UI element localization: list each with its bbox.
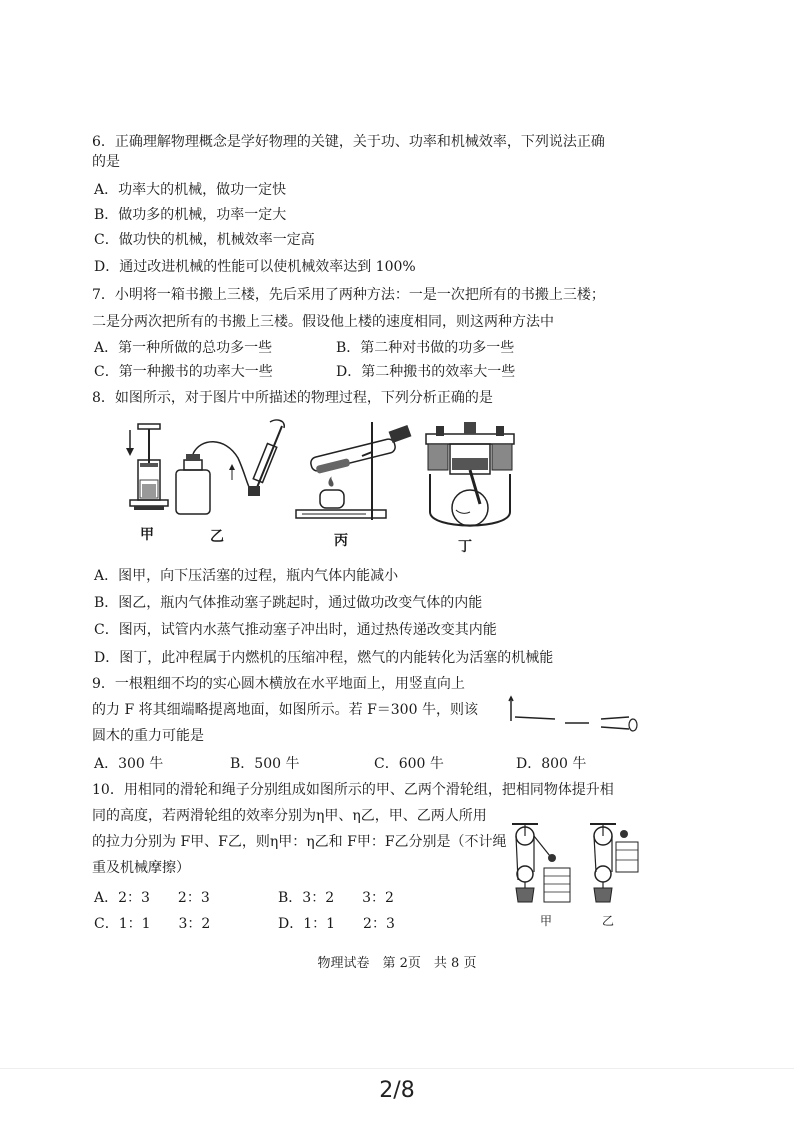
figure-bing-test-tube-stand [290,418,420,528]
q8-option-c: C．图丙，试管内水蒸气推动塞子冲出时，通过热传递改变其内能 [94,622,497,638]
q10-stem-line4: 重及机械摩擦） [92,860,190,876]
q9-option-a: A．300 牛 [94,756,164,772]
figure-pulley-systems [508,820,648,920]
q8-option-b: B．图乙，瓶内气体推动塞子跳起时，通过做功改变气体的内能 [94,595,483,611]
figure-ding-label: 丁 [458,539,472,555]
pulley-yi-label: 乙 [602,914,615,928]
q10-stem-line2: 同的高度，若两滑轮组的效率分别为η甲、η乙，甲、乙两人所用 [92,808,487,824]
q7-stem-line1: 7．小明将一箱书搬上三楼，先后采用了两种方法：一是一次把所有的书搬上三楼； [92,287,605,303]
q7-option-b: B．第二种对书做的功多一些 [336,340,515,356]
q8-option-a: A．图甲，向下压活塞的过程，瓶内气体内能减小 [94,568,399,584]
q6-stem-line1: 6．正确理解物理概念是学好物理的关键，关于功、功率和机械效率，下列说法正确 [92,134,605,150]
q10-option-a: A．2：3 2：3 [94,890,210,906]
figure-jia-label: 甲 [140,527,154,543]
q6-option-d: D．通过改进机械的性能可以使机械效率达到 100% [94,259,416,275]
figure-log-lifted [505,695,645,737]
q10-stem-line3: 的拉力分别为 F甲、F乙，则η甲：η乙和 F甲：F乙分别是（不计绳 [92,834,507,850]
q7-option-a: A．第一种所做的总功多一些 [94,340,273,356]
q7-stem-line2: 二是分两次把所有的书搬上三楼。假设他上楼的速度相同，则这两种方法中 [92,314,554,330]
figure-yi-bottle-pump [170,418,290,528]
q10-option-b: B．3：2 3：2 [278,890,394,906]
q10-option-d: D．1：1 2：3 [278,916,395,932]
q7-option-c: C．第一种搬书的功率大一些 [94,364,273,380]
viewer-divider [0,1068,794,1069]
page-indicator: 2/8 [379,1078,415,1103]
q9-option-c: C．600 牛 [374,756,444,772]
q8-stem: 8．如图所示，对于图片中所描述的物理过程，下列分析正确的是 [92,390,493,406]
q9-stem-line1: 9．一根粗细不均的实心圆木横放在水平地面上，用竖直向上 [92,676,465,692]
q10-option-c: C．1：1 3：2 [94,916,211,932]
figure-ding-engine-cylinder [420,418,520,538]
figure-yi-label: 乙 [210,529,224,545]
page-footer: 物理试卷 第 2页 共 8 页 [317,956,477,971]
pulley-jia-label: 甲 [540,914,553,928]
q10-stem-line1: 10．用相同的滑轮和绳子分别组成如图所示的甲、乙两个滑轮组，把相同物体提升相 [92,782,614,798]
figure-bing-label: 丙 [334,533,348,549]
q6-option-c: C．做功快的机械，机械效率一定高 [94,232,315,248]
q8-option-d: D．图丁，此冲程属于内燃机的压缩冲程，燃气的内能转化为活塞的机械能 [94,650,554,666]
q9-stem-line2: 的力 F 将其细端略提离地面，如图所示。若 F＝300 牛，则该 [92,702,478,718]
q9-option-b: B．500 牛 [230,756,300,772]
q9-option-d: D．800 牛 [516,756,587,772]
q7-option-d: D．第二种搬书的效率大一些 [336,364,516,380]
q6-stem-line2: 的是 [92,154,120,170]
q6-option-a: A．功率大的机械，做功一定快 [94,182,287,198]
q6-option-b: B．做功多的机械，功率一定大 [94,207,287,223]
q9-stem-line3: 圆木的重力可能是 [92,728,204,744]
